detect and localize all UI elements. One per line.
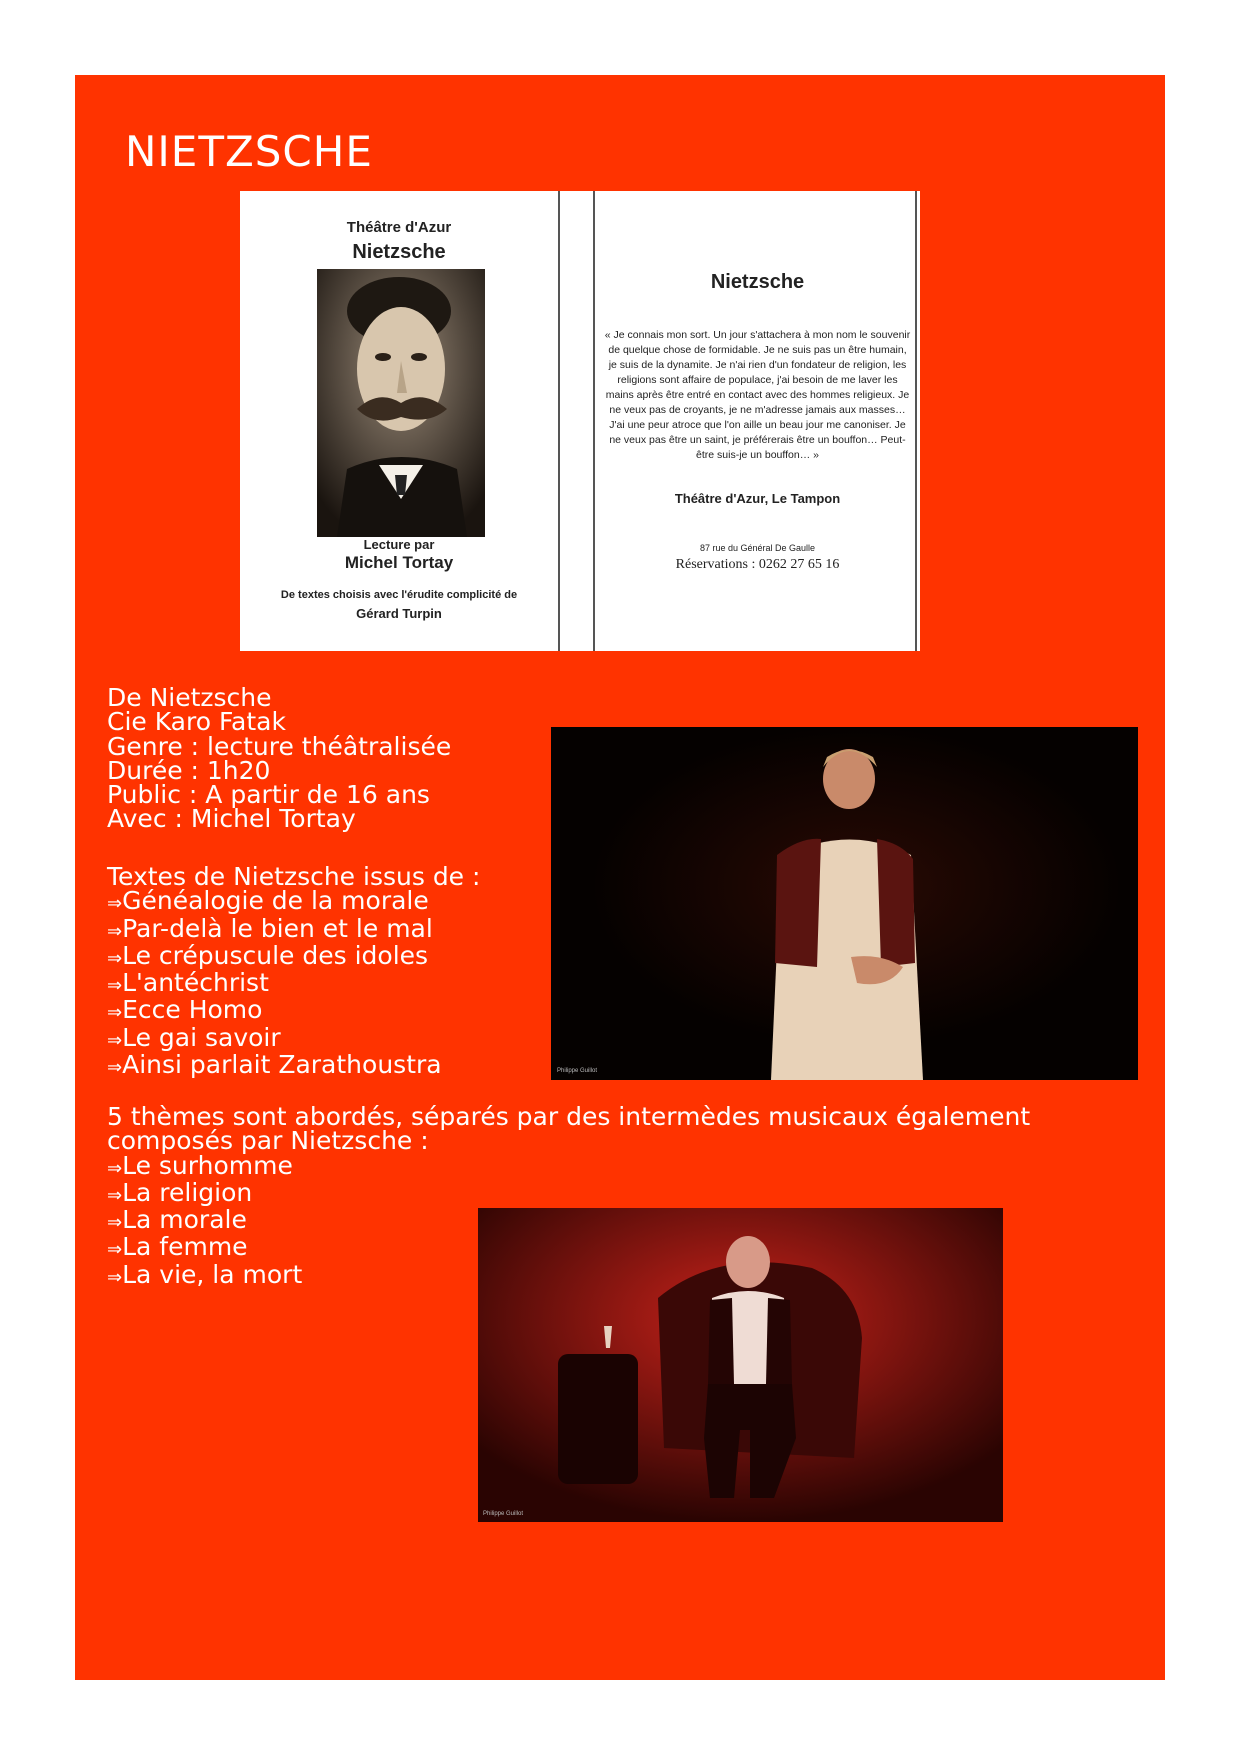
source-works bbox=[107, 862, 481, 1080]
info-line: Public : A partir de 16 ans bbox=[107, 780, 430, 810]
arrow-icon: ⇒ bbox=[107, 1157, 123, 1179]
info-line: De Nietzsche bbox=[107, 683, 272, 712]
list-item bbox=[107, 1259, 1030, 1290]
list-item-label: Le gai savoir bbox=[122, 1022, 281, 1052]
list-item bbox=[107, 1177, 1030, 1208]
info-line: Genre : lecture théâtralisée bbox=[107, 731, 452, 761]
list-item bbox=[107, 968, 480, 998]
list-item bbox=[107, 1205, 1030, 1235]
flyer-fold-line bbox=[558, 191, 560, 651]
performance-photo-standing bbox=[551, 727, 1138, 1080]
list-item bbox=[107, 1050, 480, 1080]
program-flyer bbox=[240, 191, 920, 651]
flyer-credit-name: Gérard Turpin bbox=[356, 606, 442, 621]
page-title: NIETZSCHE bbox=[125, 127, 373, 176]
list-item-label: Généalogie de la morale bbox=[122, 886, 429, 916]
list-item bbox=[107, 995, 480, 1025]
list-item bbox=[107, 940, 480, 971]
list-item-label: Le crépuscule des idoles bbox=[122, 940, 429, 970]
info-line: Durée : 1h20 bbox=[107, 755, 271, 785]
flyer-venue: Théâtre d'Azur bbox=[346, 219, 452, 236]
flyer-back-venue: Théâtre d'Azur, Le Tampon bbox=[674, 491, 841, 506]
photo-credit: Philippe Guillot bbox=[483, 1511, 524, 1517]
arrow-icon: ⇒ bbox=[107, 975, 123, 997]
arrow-icon: ⇒ bbox=[107, 1212, 123, 1234]
list-item-label: Ainsi parlait Zarathoustra bbox=[122, 1050, 442, 1080]
flyer-phone: Réservations : 0262 27 65 16 bbox=[675, 557, 840, 572]
flyer-credit-line: De textes choisis avec l'érudite complicité de bbox=[280, 589, 518, 601]
list-item bbox=[107, 1150, 1030, 1181]
themes-heading: 5 thèmes sont abordés, séparés par des intermèdes musicaux également bbox=[107, 1102, 1031, 1131]
flyer-reading-label: Lecture par bbox=[363, 537, 435, 552]
show-info bbox=[107, 683, 452, 834]
arrow-icon: ⇒ bbox=[107, 1184, 123, 1206]
list-item-label: Ecce Homo bbox=[122, 995, 263, 1025]
list-item-label: Le surhomme bbox=[122, 1150, 293, 1180]
arrow-icon: ⇒ bbox=[107, 1266, 123, 1288]
info-line: Cie Karo Fatak bbox=[107, 707, 286, 737]
flyer-reader: Michel Tortay bbox=[344, 553, 454, 572]
list-item-label: La femme bbox=[122, 1232, 248, 1262]
nietzsche-portrait-image bbox=[317, 269, 485, 537]
themes-heading: composés par Nietzsche : bbox=[107, 1126, 429, 1156]
flyer-back-page bbox=[595, 191, 920, 651]
flyer-address: 87 rue du Général De Gaulle bbox=[699, 543, 816, 553]
arrow-icon: ⇒ bbox=[107, 1239, 123, 1261]
flyer-back-title: Nietzsche bbox=[710, 271, 805, 293]
list-item-label: La morale bbox=[122, 1205, 247, 1235]
list-item bbox=[107, 1232, 1030, 1262]
list-item-label: L'antéchrist bbox=[122, 968, 269, 998]
flyer-title: Nietzsche bbox=[352, 241, 446, 263]
flyer-front-page bbox=[240, 191, 558, 651]
list-item bbox=[107, 1022, 480, 1053]
arrow-icon: ⇒ bbox=[107, 947, 123, 969]
works-heading: Textes de Nietzsche issus de : bbox=[107, 862, 481, 891]
arrow-icon: ⇒ bbox=[107, 920, 123, 942]
arrow-icon: ⇒ bbox=[107, 1057, 123, 1079]
list-item bbox=[107, 886, 480, 916]
themes bbox=[107, 1102, 1031, 1290]
arrow-icon: ⇒ bbox=[107, 1029, 123, 1051]
list-item-label: La vie, la mort bbox=[122, 1259, 303, 1289]
list-item bbox=[107, 913, 480, 944]
info-line: Avec : Michel Tortay bbox=[107, 804, 356, 834]
flyer-quote: « Je connais mon sort. Un jour s'attachera à mon nom le souvenir de quelque chose de formidable. Je ne suis pas un être humain, je suis de la dynamite. Je n'ai rien d'un fondateur de religion, les religions sont affaire de populace, j'ai besoin de me laver les mains après être entré en contact avec des hommes religieux. Je ne veux pas de croyants, je ne m'adresse jamais aux masses… J'ai une peur atroce que l'on aille un beau jour me canoniser. Je ne veux pas être un saint, je préférerais être un bouffon… Peut-être suis-je un bouffon… » bbox=[604, 329, 911, 461]
arrow-icon: ⇒ bbox=[107, 893, 123, 915]
poster-panel bbox=[75, 75, 1165, 1680]
list-item-label: Par-delà le bien et le mal bbox=[122, 913, 433, 943]
photo-credit: Philippe Guillot bbox=[557, 1068, 598, 1074]
list-item-label: La religion bbox=[122, 1177, 253, 1207]
arrow-icon: ⇒ bbox=[107, 1002, 123, 1024]
